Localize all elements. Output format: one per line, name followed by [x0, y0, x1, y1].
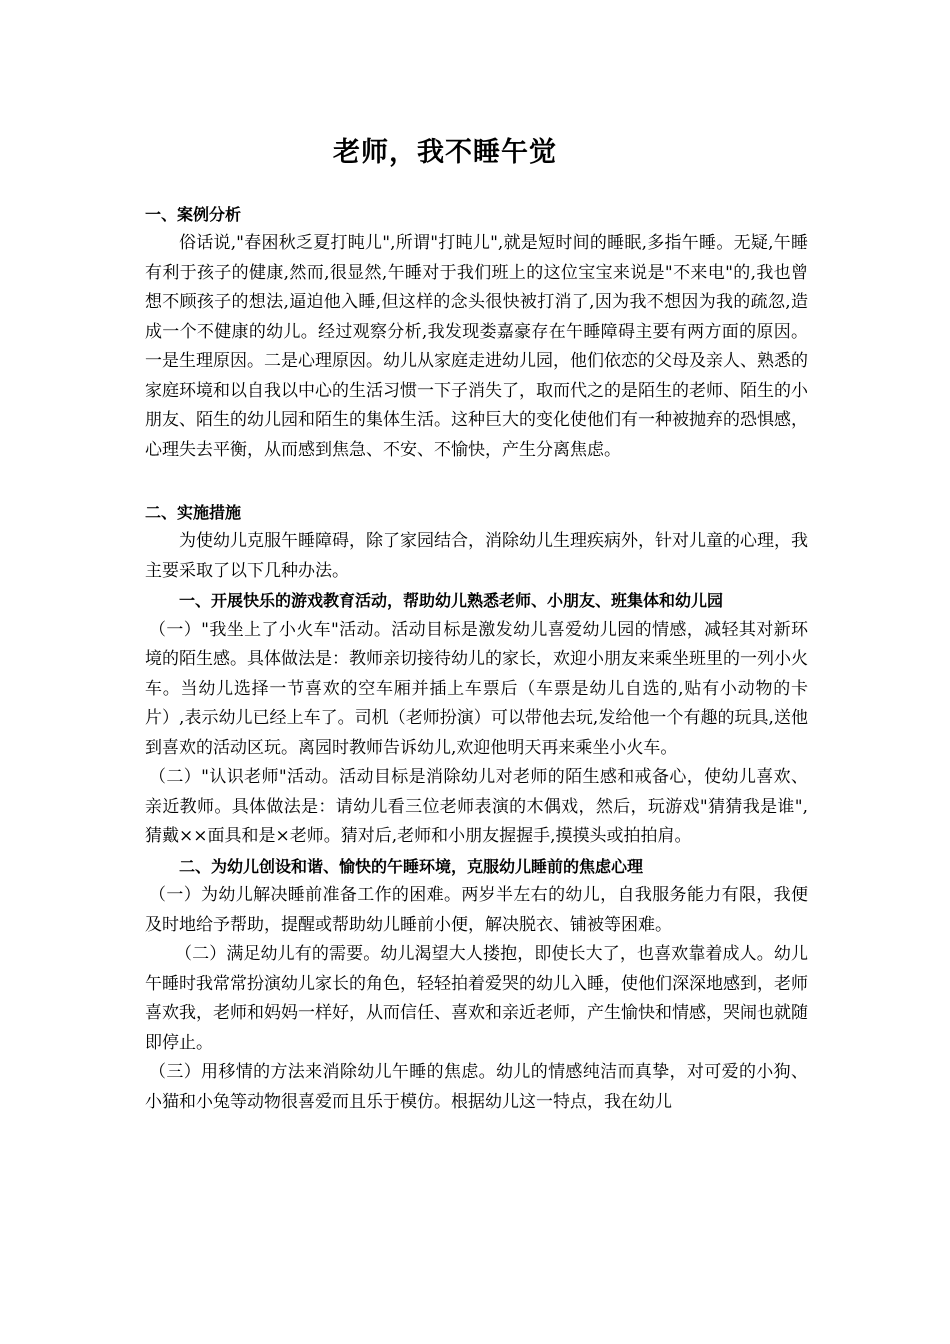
empathy-method-paragraph: （三）用移情的方法来消除幼儿午睡的焦虑。幼儿的情感纯洁而真挚，对可爱的小狗、小猫和小兔等动物很喜爱而且乐于模仿。根据幼儿这一特点，我在幼儿 [145, 1062, 808, 1112]
section-spacer [145, 465, 808, 498]
subheading-games-activities: 一、开展快乐的游戏教育活动，帮助幼儿熟悉老师、小朋友、班集体和幼儿园 [179, 591, 724, 610]
meet-needs-paragraph: （二）满足幼儿有的需要。幼儿渴望大人搂抱，即使长大了，也喜欢靠着成人。幼儿午睡时我常常扮演幼儿家长的角色，轻轻拍着爱哭的幼儿入睡，使他们深深地感到，老师喜欢我，老师和妈妈一样好，从而信任、喜欢和亲近老师，产生愉快和情感，哭闹也就随即停止。 [145, 944, 808, 1053]
activity-know-teacher-paragraph: （二）"认识老师"活动。活动目标是消除幼儿对老师的陌生感和戒备心，使幼儿喜欢、亲近教师。具体做法是：请幼儿看三位老师表演的木偶戏，然后，玩游戏"猜猜我是谁",猜戴××面具和是×老师。猜对后,老师和小朋友握握手,摸摸头或拍拍肩。 [145, 767, 808, 846]
subheading-nap-environment: 二、为幼儿创设和谐、愉快的午睡环境，克服幼儿睡前的焦虑心理 [179, 856, 644, 876]
page-title: 老师，我不睡午觉 [333, 137, 557, 168]
measures-intro-paragraph: 为使幼儿克服午睡障碍，除了家园结合，消除幼儿生理疾病外，针对儿童的心理，我主要采取了以下几种办法。 [145, 531, 808, 581]
nap-prep-paragraph: （一）为幼儿解决睡前准备工作的困难。两岁半左右的幼儿，自我服务能力有限，我便及时地给予帮助，提醒或帮助幼儿睡前小便，解决脱衣、铺被等困难。 [145, 885, 808, 935]
document-body [145, 200, 808, 1117]
case-analysis-paragraph: 俗话说,"春困秋乏夏打盹儿",所谓"打盹儿",就是短时间的睡眠,多指午睡。无疑,午睡有利于孩子的健康,然而,很显然,午睡对于我们班上的这位宝宝来说是"不来电"的,我也曾想不顾孩子的想法,逼迫他入睡,但这样的念头很快被打消了,因为我不想因为我的疏忽,造成一个不健康的幼儿。经过观察分析,我发现娄嘉豪存在午睡障碍主要有两方面的原因。一是生理原因。二是心理原因。幼儿从家庭走进幼儿园，他们依恋的父母及亲人、熟悉的家庭环境和以自我以中心的生活习惯一下子消失了，取而代之的是陌生的老师、陌生的小朋友、陌生的幼儿园和陌生的集体生活。这种巨大的变化使他们有一种被抛弃的恐惧感，心理失去平衡，从而感到焦急、不安、不愉快，产生分离焦虑。 [145, 233, 808, 460]
section-heading-measures: 二、实施措施 [145, 503, 242, 522]
activity-train-paragraph: （一）"我坐上了小火车"活动。活动目标是激发幼儿喜爱幼儿园的情感，减轻其对新环境的陌生感。具体做法是：教师亲切接待幼儿的家长，欢迎小朋友来乘坐班里的一列小火车。当幼儿选择一节喜欢的空车厢并插上车票后（车票是幼儿自选的,贴有小动物的卡片）,表示幼儿已经上车了。司机（老师扮演）可以带他去玩,发给他一个有趣的玩具,送他到喜欢的活动区玩。离园时教师告诉幼儿,欢迎他明天再来乘坐小火车。 [145, 619, 808, 758]
section-heading-case-analysis: 一、案例分析 [145, 205, 242, 224]
